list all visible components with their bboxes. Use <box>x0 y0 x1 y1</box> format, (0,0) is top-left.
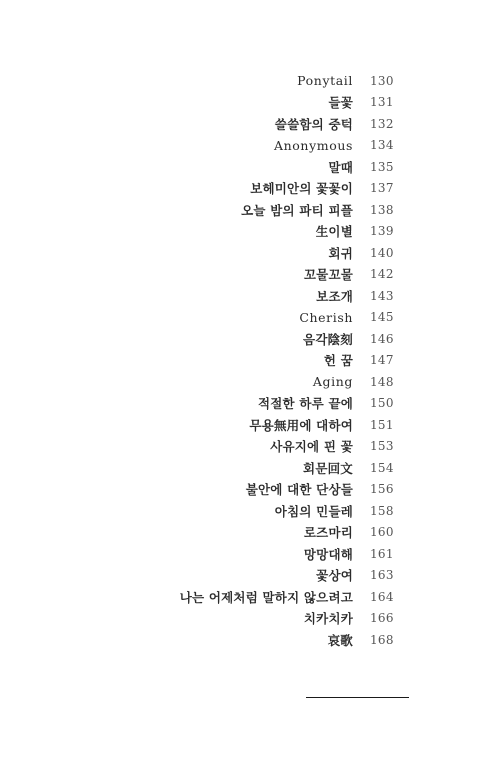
toc-entry-page-number: 142 <box>370 267 394 282</box>
toc-entry-page-number: 139 <box>370 224 394 239</box>
toc-entry-title: Anonymous <box>274 137 353 153</box>
toc-entry-title: 보조개 <box>316 288 353 304</box>
toc-entry-page-number: 134 <box>370 138 394 153</box>
toc-entry-title: 로즈마리 <box>303 525 353 541</box>
toc-entry-title: 나는 어제처럼 말하지 않으려고 <box>179 589 353 605</box>
toc-entry-page-number: 163 <box>370 568 394 583</box>
toc-entry <box>0 242 484 264</box>
toc-entry <box>0 264 484 286</box>
toc-entry-page-number: 130 <box>370 73 394 88</box>
toc-entry-page-number: 145 <box>370 310 394 325</box>
toc-entry-page-number: 166 <box>370 611 394 626</box>
toc-entry-title: 쓸쓸함의 중턱 <box>274 116 353 132</box>
toc-entry-page-number: 151 <box>370 417 394 432</box>
toc-entry-page-number: 150 <box>370 396 394 411</box>
toc-entry-title: 회문回文 <box>303 460 353 476</box>
toc-entry-page-number: 135 <box>370 159 394 174</box>
toc-entry <box>0 285 484 307</box>
toc-entry <box>0 199 484 221</box>
toc-entry <box>0 135 484 157</box>
toc-entry-page-number: 146 <box>370 331 394 346</box>
toc-entry-title: 헌 꿈 <box>323 353 353 369</box>
toc-entry <box>0 70 484 92</box>
toc-entry-title: Cherish <box>299 309 353 325</box>
toc-entry-title: 꽃상여 <box>316 568 353 584</box>
toc-entry <box>0 371 484 393</box>
toc-entry-title: 무용無用에 대하여 <box>249 417 353 433</box>
toc-entry <box>0 178 484 200</box>
toc-entry-page-number: 143 <box>370 288 394 303</box>
toc-entry-page-number: 147 <box>370 353 394 368</box>
toc-entry-title: 보헤미안의 꽃꽃이 <box>250 181 353 197</box>
toc-entry-title: Ponytail <box>297 73 353 89</box>
toc-entry-title: 회귀 <box>328 245 353 261</box>
toc-entry-page-number: 131 <box>370 95 394 110</box>
toc-entry-page-number: 168 <box>370 632 394 647</box>
toc-entry-page-number: 158 <box>370 503 394 518</box>
toc-entry-title: 불안에 대한 단상들 <box>245 482 353 498</box>
toc-entry-page-number: 154 <box>370 460 394 475</box>
toc-entry <box>0 629 484 651</box>
toc-entry-title: 말때 <box>328 159 353 175</box>
toc-entry-title: 망망대해 <box>303 546 353 562</box>
toc-entry <box>0 543 484 565</box>
toc-entry <box>0 457 484 479</box>
toc-entry <box>0 156 484 178</box>
toc-entry <box>0 393 484 415</box>
footer-rule <box>306 697 409 698</box>
toc-entry <box>0 221 484 243</box>
toc-entry <box>0 113 484 135</box>
toc-entry-page-number: 132 <box>370 116 394 131</box>
toc-entry <box>0 436 484 458</box>
toc-entry-page-number: 160 <box>370 525 394 540</box>
toc-entry-title: 치카치카 <box>303 611 353 627</box>
toc-entry <box>0 522 484 544</box>
toc-entry-page-number: 156 <box>370 482 394 497</box>
toc-entry-title: 꼬물꼬물 <box>303 267 353 283</box>
toc-entry-page-number: 140 <box>370 245 394 260</box>
toc-entry-page-number: 148 <box>370 374 394 389</box>
toc-entry <box>0 565 484 587</box>
toc-entry <box>0 586 484 608</box>
toc-entry-page-number: 153 <box>370 439 394 454</box>
toc-entry <box>0 92 484 114</box>
toc-entry-title: 生이별 <box>315 224 353 240</box>
toc-entry <box>0 500 484 522</box>
toc-entry-title: 오늘 밤의 파티 피플 <box>241 202 353 218</box>
toc-entry-page-number: 164 <box>370 589 394 604</box>
toc-entry-page-number: 138 <box>370 202 394 217</box>
toc-entry <box>0 328 484 350</box>
toc-entry <box>0 307 484 329</box>
toc-entry-page-number: 161 <box>370 546 394 561</box>
toc-entry <box>0 350 484 372</box>
toc-entry-title: 음각陰刻 <box>303 331 353 347</box>
toc-entry-page-number: 137 <box>370 181 394 196</box>
toc-entry <box>0 608 484 630</box>
table-of-contents <box>0 70 484 651</box>
toc-entry-title: 들꽃 <box>328 95 353 111</box>
toc-entry-title: Aging <box>312 374 353 390</box>
toc-entry-title: 적절한 하루 끝에 <box>257 396 353 412</box>
toc-entry-title: 哀歌 <box>327 632 353 648</box>
toc-entry-title: 아침의 민들레 <box>274 503 353 519</box>
toc-entry-title: 사유지에 핀 꽃 <box>270 439 353 455</box>
toc-entry <box>0 414 484 436</box>
toc-entry <box>0 479 484 501</box>
